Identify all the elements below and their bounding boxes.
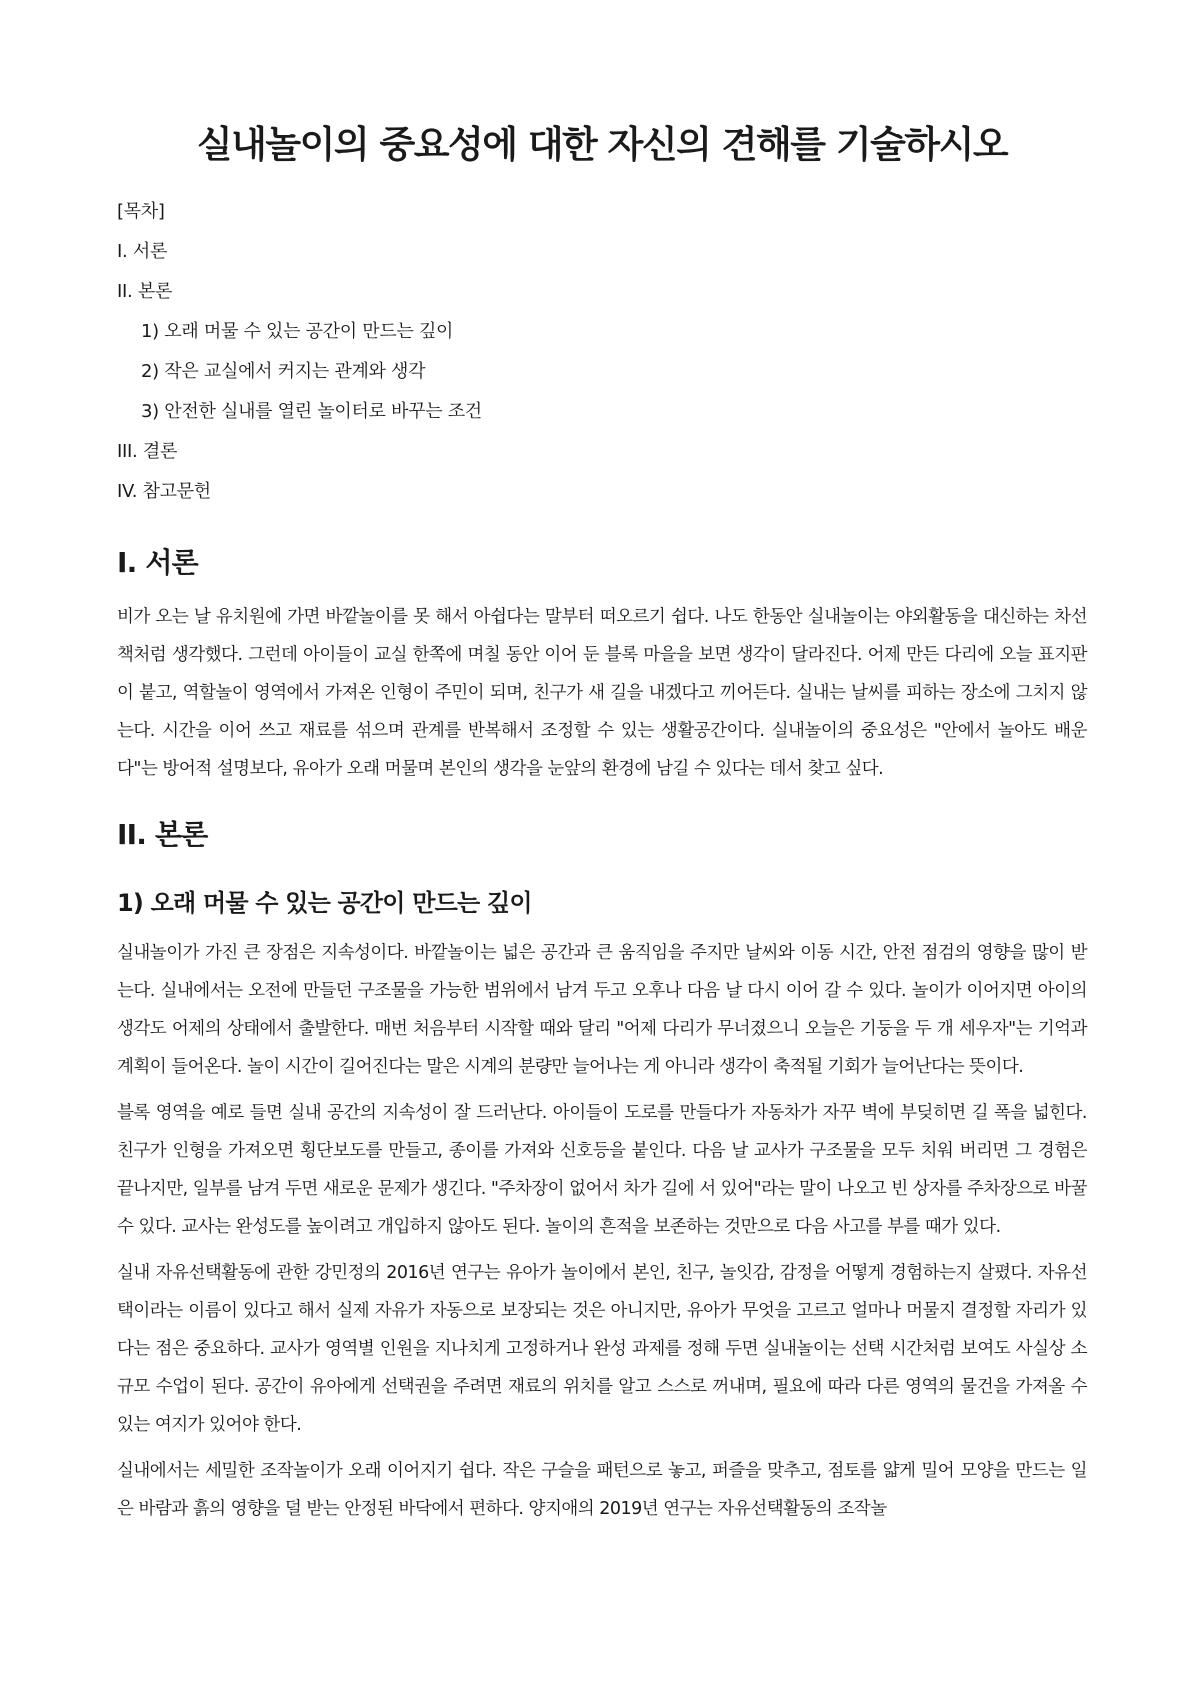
subsection-heading-1: 1) 오래 머물 수 있는 공간이 만드는 깊이 <box>117 889 532 917</box>
introduction-section <box>117 540 1087 788</box>
toc-item-introduction: I. 서론 <box>117 241 168 262</box>
section-heading-body: II. 본론 <box>117 818 208 851</box>
body-paragraph: 실내놀이가 가진 큰 장점은 지속성이다. 바깥놀이는 넓은 공간과 큰 움직임을 주지만 날씨와 이동 시간, 안전 점검의 영향을 많이 받는다. 실내에서는 오전에 만들던 구조물을 가능한 범위에서 남겨 두고 오후나 다음 날 다시 이어 갈 수 있다. 놀이가 이어지면 아이의 생각도 어제의 상태에서 출발한다. 매번 처음부터 시작할 때와 달리 "어제 다리가 무너졌으니 오늘은 기둥을 두 개 세우자"는 기억과 계획이 들어온다. 놀이 시간이 길어진다는 말은 시계의 분량만 늘어나는 게 아니라 생각이 축적될 기회가 늘어난다는 뜻이다. <box>117 943 1087 1077</box>
section-heading-introduction: I. 서론 <box>117 546 198 579</box>
body-paragraph: 실내 자유선택활동에 관한 강민정의 2016년 연구는 유아가 놀이에서 본인, 친구, 놀잇감, 감정을 어떻게 경험하는지 살폈다. 자유선택이라는 이름이 있다고 해서 실제 자유가 자동으로 보장되는 것은 아니지만, 유아가 무엇을 고르고 얼마나 머물지 결정할 자리가 있다는 점은 중요하다. 교사가 영역별 인원을 지나치게 고정하거나 완성 과제를 정해 두면 실내놀이는 선택 시간처럼 보여도 사실상 소규모 수업이 된다. 공간이 유아에게 선택권을 주려면 재료의 위치를 알고 스스로 꺼내며, 필요에 따라 다른 영역의 물건을 가져올 수 있는 여지가 있어야 한다. <box>117 1263 1087 1435</box>
toc-item-body: II. 본론 <box>117 281 173 302</box>
table-of-contents <box>117 192 1087 512</box>
toc-item-body-2: 2) 작은 교실에서 커지는 관계와 생각 <box>141 361 426 382</box>
toc-item-body-3: 3) 안전한 실내를 열린 놀이터로 바꾸는 조건 <box>141 401 482 422</box>
toc-item-conclusion: III. 결론 <box>117 441 178 462</box>
toc-item-body-1: 1) 오래 머물 수 있는 공간이 만드는 깊이 <box>141 321 454 342</box>
body-paragraph: 실내에서는 세밀한 조작놀이가 오래 이어지기 쉽다. 작은 구슬을 패턴으로 놓고, 퍼즐을 맞추고, 점토를 얇게 밀어 모양을 만드는 일은 바람과 흙의 영향을 덜 받는 안정된 바닥에서 편하다. 양지애의 2019년 연구는 자유선택활동의 조작놀 <box>117 1461 1087 1519</box>
body-paragraph: 블록 영역을 예로 들면 실내 공간의 지속성이 잘 드러난다. 아이들이 도로를 만들다가 자동차가 자꾸 벽에 부딪히면 길 폭을 넓힌다. 친구가 인형을 가져오면 횡단보도를 만들고, 종이를 가져와 신호등을 붙인다. 다음 날 교사가 구조물을 모두 치워 버리면 그 경험은 끝나지만, 일부를 남겨 두면 새로운 문제가 생긴다. "주차장이 없어서 차가 길에 서 있어"라는 말이 나오고 빈 상자를 주차장으로 바꿀 수 있다. 교사는 완성도를 높이려고 개입하지 않아도 된다. 놀이의 흔적을 보존하는 것만으로 다음 사고를 부를 때가 있다. <box>117 1103 1087 1237</box>
toc-heading: [목차] <box>117 201 165 222</box>
body-section <box>117 812 1087 1528</box>
toc-item-references: IV. 참고문헌 <box>117 481 211 502</box>
document-title: 실내놀이의 중요성에 대한 자신의 견해를 기술하시오 <box>196 123 1008 166</box>
introduction-paragraph: 비가 오는 날 유치원에 가면 바깥놀이를 못 해서 아쉽다는 말부터 떠오르기 쉽다. 나도 한동안 실내놀이는 야외활동을 대신하는 차선책처럼 생각했다. 그런데 아이들이 교실 한쪽에 며칠 동안 이어 둔 블록 마을을 보면 생각이 달라진다. 어제 만든 다리에 오늘 표지판이 붙고, 역할놀이 영역에서 가져온 인형이 주민이 되며, 친구가 새 길을 내겠다고 끼어든다. 실내는 날씨를 피하는 장소에 그치지 않는다. 시간을 이어 쓰고 재료를 섞으며 관계를 반복해서 조정할 수 있는 생활공간이다. 실내놀이의 중요성은 "안에서 놀아도 배운다"는 방어적 설명보다, 유아가 오래 머물며 본인의 생각을 눈앞의 환경에 남길 수 있다는 데서 찾고 싶다. <box>117 607 1087 779</box>
